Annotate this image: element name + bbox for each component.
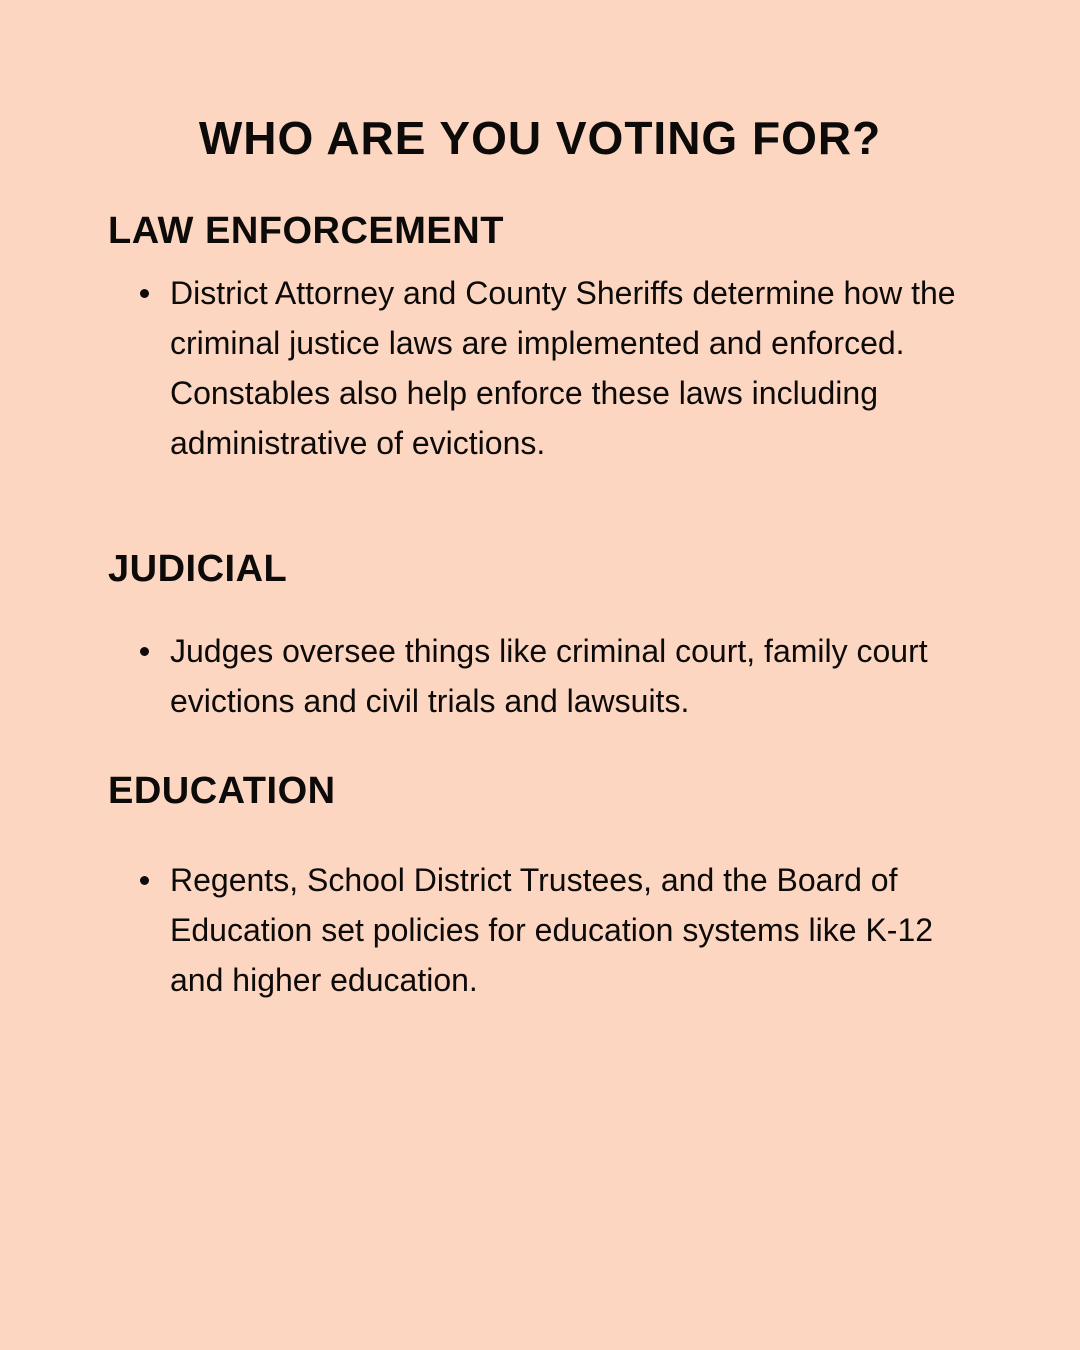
page-title: WHO ARE YOU VOTING FOR? <box>198 112 882 164</box>
bullet-icon <box>140 289 149 298</box>
judicial-list <box>108 626 988 726</box>
section-heading-education: EDUCATION <box>108 770 336 812</box>
education-list <box>108 855 988 1005</box>
section-heading-judicial: JUDICIAL <box>108 548 288 590</box>
list-item <box>108 268 988 468</box>
bullet-icon <box>140 647 149 656</box>
bullet-text: Regents, School District Trustees, and the Board of Education set policies for education systems like K-12 and higher education. <box>170 862 934 998</box>
bullet-text: Judges oversee things like criminal court, family court evictions and civil trials and lawsuits. <box>170 633 928 719</box>
bullet-icon <box>140 876 149 885</box>
bullet-text: District Attorney and County Sheriffs determine how the criminal justice laws are implemented and enforced. Constables also help enforce these laws including administrative of evictions. <box>170 275 956 461</box>
list-item <box>108 626 988 726</box>
list-item <box>108 855 988 1005</box>
law-enforcement-list <box>108 268 988 468</box>
section-heading-law-enforcement: LAW ENFORCEMENT <box>108 210 504 252</box>
